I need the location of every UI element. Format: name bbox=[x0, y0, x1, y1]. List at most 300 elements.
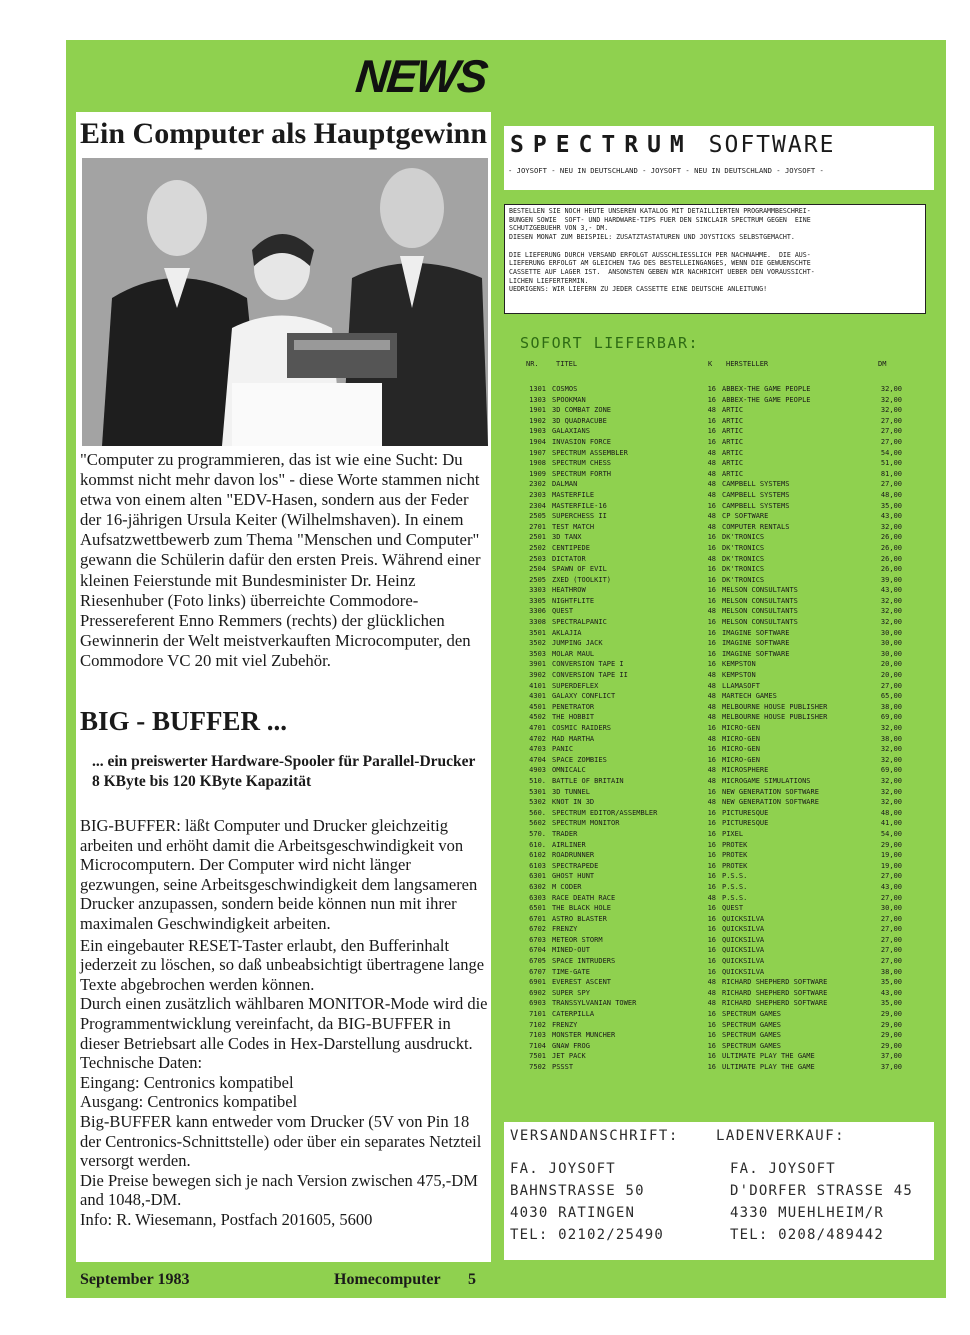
table-row bbox=[506, 765, 934, 776]
table-row bbox=[506, 861, 934, 872]
row-k: 16 bbox=[707, 586, 716, 595]
header-nr: NR. bbox=[526, 360, 539, 368]
row-title: AIRLINER bbox=[552, 840, 586, 849]
row-price: 32,00 bbox=[880, 724, 902, 732]
row-number: 6707 bbox=[529, 967, 546, 976]
row-k: 16 bbox=[707, 787, 716, 796]
row-number: 4704 bbox=[529, 755, 546, 764]
row-price: 29,00 bbox=[880, 840, 902, 849]
row-k: 48 bbox=[707, 776, 716, 785]
row-title: 3D QUADRACUBE bbox=[552, 416, 607, 425]
row-number: 1902 bbox=[529, 416, 546, 425]
row-number: 2501 bbox=[529, 533, 546, 542]
row-number: 4701 bbox=[529, 724, 546, 732]
table-row bbox=[506, 744, 934, 755]
table-row bbox=[506, 479, 934, 490]
row-price: 32,00 bbox=[880, 798, 902, 807]
row-k: 16 bbox=[707, 649, 716, 658]
row-price: 27,00 bbox=[880, 925, 902, 934]
row-number: 1908 bbox=[529, 459, 546, 468]
header-titel: TITEL bbox=[556, 360, 578, 368]
row-k: 48 bbox=[707, 607, 716, 616]
row-title: SPACE ZOMBIES bbox=[552, 755, 607, 764]
table-row bbox=[506, 945, 934, 956]
versand-line: 4030 RATINGEN bbox=[510, 1205, 636, 1221]
row-k: 16 bbox=[707, 1020, 716, 1029]
row-manufacturer: P.S.S. bbox=[722, 893, 748, 902]
row-manufacturer: QUICKSILVA bbox=[722, 946, 765, 955]
table-row bbox=[506, 511, 934, 522]
row-manufacturer: NEW GENERATION SOFTWARE bbox=[722, 787, 819, 796]
row-manufacturer: DK'TRONICS bbox=[722, 533, 765, 542]
row-price: 19,00 bbox=[880, 851, 902, 860]
row-number: 570. bbox=[529, 829, 546, 838]
row-title: ZXED (TOOLKIT) bbox=[552, 575, 612, 584]
row-k: 16 bbox=[707, 565, 716, 574]
row-title: ASTRO BLASTER bbox=[552, 914, 607, 923]
row-title: SPACE INTRUDERS bbox=[552, 957, 616, 966]
row-title: NIGHTFLITE bbox=[552, 596, 595, 605]
table-row bbox=[506, 638, 934, 649]
row-k: 16 bbox=[707, 840, 716, 849]
row-price: 32,00 bbox=[880, 607, 902, 616]
row-number: 560. bbox=[529, 808, 546, 817]
row-manufacturer: CAMPBELL SYSTEMS bbox=[722, 490, 790, 499]
row-k: 16 bbox=[707, 745, 716, 754]
row-title: GALAXIANS bbox=[552, 427, 590, 436]
row-k: 16 bbox=[707, 1052, 716, 1061]
row-title: METEOR STORM bbox=[552, 935, 603, 944]
row-k: 16 bbox=[707, 1010, 716, 1019]
row-manufacturer: ULTIMATE PLAY THE GAME bbox=[722, 1063, 815, 1071]
row-number: 6702 bbox=[529, 925, 546, 934]
row-manufacturer: MARTECH GAMES bbox=[722, 692, 777, 701]
row-number: 3901 bbox=[529, 660, 546, 669]
row-k: 48 bbox=[707, 490, 716, 499]
row-price: 27,00 bbox=[880, 872, 902, 881]
row-manufacturer: ARTIC bbox=[722, 427, 744, 436]
row-title: CENTIPEDE bbox=[552, 543, 590, 552]
row-number: 7103 bbox=[529, 1031, 546, 1040]
row-title: SUPERCHESS II bbox=[552, 512, 607, 521]
row-number: 4903 bbox=[529, 766, 546, 775]
article2-body bbox=[80, 816, 490, 1229]
row-title: 3D TUNNEL bbox=[552, 787, 590, 796]
row-manufacturer: ARTIC bbox=[722, 448, 744, 457]
row-k: 48 bbox=[707, 554, 716, 563]
row-price: 26,00 bbox=[880, 533, 902, 542]
row-manufacturer: QUICKSILVA bbox=[722, 914, 765, 923]
row-k: 48 bbox=[707, 988, 716, 997]
table-row bbox=[506, 829, 934, 840]
table-row bbox=[506, 501, 934, 512]
row-k: 16 bbox=[707, 819, 716, 828]
row-number: 1907 bbox=[529, 448, 546, 457]
row-price: 51,00 bbox=[880, 459, 902, 468]
row-price: 43,00 bbox=[880, 882, 902, 891]
row-price: 37,00 bbox=[880, 1052, 902, 1061]
row-manufacturer: DK'TRONICS bbox=[722, 565, 765, 574]
row-manufacturer: CP SOFTWARE bbox=[722, 512, 769, 521]
row-number: 6902 bbox=[529, 988, 546, 997]
software-table bbox=[506, 384, 934, 1073]
row-manufacturer: KEMPSTON bbox=[722, 671, 756, 680]
row-price: 39,00 bbox=[880, 575, 902, 584]
row-price: 32,00 bbox=[880, 745, 902, 754]
row-number: 6103 bbox=[529, 861, 546, 870]
table-row bbox=[506, 840, 934, 851]
table-row bbox=[506, 734, 934, 745]
table-row bbox=[506, 903, 934, 914]
row-price: 27,00 bbox=[880, 437, 902, 446]
row-title: FRENZY bbox=[552, 925, 578, 934]
row-number: 2502 bbox=[529, 543, 546, 552]
row-title: PANIC bbox=[552, 745, 574, 754]
row-number: 4702 bbox=[529, 734, 546, 743]
row-title: SUPERDEFLEX bbox=[552, 681, 599, 690]
ad-tagline: - JOYSOFT - NEU IN DEUTSCHLAND - JOYSOFT - NEU IN DEUTSCHLAND - JOYSOFT - bbox=[508, 166, 824, 175]
article2-paragraph: Big-BUFFER kann entweder vom Drucker (5V von Pin 18 der Centronics-Schnittstelle) oder über ein separates Netzteil versorgt werden. bbox=[80, 1111, 482, 1171]
table-row bbox=[506, 1041, 934, 1052]
row-k: 48 bbox=[707, 469, 716, 478]
row-title: EVEREST ASCENT bbox=[552, 978, 612, 987]
row-manufacturer: SPECTRUM GAMES bbox=[722, 1020, 782, 1029]
table-row bbox=[506, 924, 934, 935]
row-k: 16 bbox=[707, 1063, 716, 1071]
row-k: 16 bbox=[707, 829, 716, 838]
row-number: 5302 bbox=[529, 798, 546, 807]
row-price: 69,00 bbox=[880, 713, 902, 722]
table-row bbox=[506, 1020, 934, 1031]
header-dm: DM bbox=[878, 360, 887, 368]
row-number: 7101 bbox=[529, 1010, 546, 1019]
table-row bbox=[506, 914, 934, 925]
row-title: THE BLACK HOLE bbox=[552, 904, 612, 913]
row-price: 65,00 bbox=[880, 692, 902, 701]
row-manufacturer: QUICKSILVA bbox=[722, 935, 765, 944]
row-k: 16 bbox=[707, 872, 716, 881]
row-k: 16 bbox=[707, 925, 716, 934]
row-price: 30,00 bbox=[880, 639, 902, 648]
row-title: GALAXY CONFLICT bbox=[552, 692, 616, 701]
row-title: TIME-GATE bbox=[552, 967, 590, 976]
table-row bbox=[506, 967, 934, 978]
row-number: 3308 bbox=[529, 618, 546, 627]
row-number: 2303 bbox=[529, 490, 546, 499]
table-row bbox=[506, 532, 934, 543]
row-number: 6701 bbox=[529, 914, 546, 923]
row-price: 27,00 bbox=[880, 914, 902, 923]
row-k: 16 bbox=[707, 543, 716, 552]
table-row bbox=[506, 723, 934, 734]
row-manufacturer: QUICKSILVA bbox=[722, 957, 765, 966]
subtitle-line1: ... ein preiswerter Hardware-Spooler für Parallel-Drucker bbox=[92, 753, 476, 770]
table-row bbox=[506, 977, 934, 988]
table-row bbox=[506, 988, 934, 999]
row-manufacturer: SPECTRUM GAMES bbox=[722, 1031, 782, 1040]
subtitle-line2: 8 KByte bis 120 KByte Kapazität bbox=[92, 773, 312, 790]
row-number: 7501 bbox=[529, 1052, 546, 1061]
row-number: 4501 bbox=[529, 702, 546, 711]
row-number: 2503 bbox=[529, 554, 546, 563]
row-number: 4703 bbox=[529, 745, 546, 754]
row-price: 32,00 bbox=[880, 618, 902, 627]
row-price: 32,00 bbox=[880, 776, 902, 785]
row-number: 2505 bbox=[529, 575, 546, 584]
table-row bbox=[506, 606, 934, 617]
article2-paragraph: Durch einen zusätzlich wählbaren MONITOR-Mode wird die Programmentwicklung vereinfacht, da BIG-BUFFER in dieser Betriebsart alle Codes in Hex-Darstellung ausdruckt. bbox=[80, 994, 488, 1053]
row-manufacturer: MICRO-GEN bbox=[722, 755, 760, 764]
row-title: SPAWN OF EVIL bbox=[552, 565, 607, 574]
table-row bbox=[506, 649, 934, 660]
row-title: CONVERSION TAPE I bbox=[552, 660, 624, 669]
table-row bbox=[506, 554, 934, 565]
table-row bbox=[506, 712, 934, 723]
row-k: 16 bbox=[707, 575, 716, 584]
row-manufacturer: QUICKSILVA bbox=[722, 925, 765, 934]
article2-paragraph: Ausgang: Centronics kompatibel bbox=[80, 1092, 298, 1112]
row-k: 48 bbox=[707, 512, 716, 521]
footer-date: September 1983 bbox=[80, 1271, 190, 1288]
row-manufacturer: RICHARD SHEPHERD SOFTWARE bbox=[722, 978, 828, 987]
row-price: 27,00 bbox=[880, 893, 902, 902]
row-number: 6703 bbox=[529, 935, 546, 944]
row-k: 16 bbox=[707, 596, 716, 605]
row-price: 38,00 bbox=[880, 734, 902, 743]
row-k: 48 bbox=[707, 692, 716, 701]
row-title: PENETRATOR bbox=[552, 702, 595, 711]
row-price: 32,00 bbox=[880, 406, 902, 415]
table-row bbox=[506, 458, 934, 469]
row-title: KNOT IN 3D bbox=[552, 798, 595, 807]
row-title: HEATHROW bbox=[552, 586, 586, 595]
table-row bbox=[506, 490, 934, 501]
row-k: 16 bbox=[707, 967, 716, 976]
row-price: 35,00 bbox=[880, 501, 902, 510]
row-manufacturer: NEW GENERATION SOFTWARE bbox=[722, 798, 819, 807]
row-title: MASTERFILE-16 bbox=[552, 501, 607, 510]
row-price: 29,00 bbox=[880, 1041, 902, 1050]
row-title: SPECTRUM EDITOR/ASSEMBLER bbox=[552, 808, 658, 817]
row-manufacturer: ARTIC bbox=[722, 459, 744, 468]
row-k: 16 bbox=[707, 385, 716, 393]
row-price: 32,00 bbox=[880, 596, 902, 605]
table-row bbox=[506, 384, 934, 395]
row-price: 30,00 bbox=[880, 904, 902, 913]
row-k: 16 bbox=[707, 628, 716, 637]
article2-paragraph: Die Preise bewegen sich je nach Version zwischen 475,-DM and 1048,-DM. bbox=[80, 1170, 478, 1210]
table-row bbox=[506, 659, 934, 670]
row-manufacturer: SPECTRUM GAMES bbox=[722, 1010, 782, 1019]
laden-line: D'DORFER STRASSE 45 bbox=[730, 1183, 913, 1199]
row-title: QUEST bbox=[552, 607, 574, 616]
row-price: 38,00 bbox=[880, 702, 902, 711]
table-row bbox=[506, 426, 934, 437]
row-number: 3303 bbox=[529, 586, 546, 595]
row-title: TRADER bbox=[552, 829, 578, 838]
row-title: SPECTRAPEDE bbox=[552, 861, 599, 870]
row-price: 48,00 bbox=[880, 808, 902, 817]
row-number: 510. bbox=[529, 776, 546, 785]
row-k: 16 bbox=[707, 533, 716, 542]
row-number: 610. bbox=[529, 840, 546, 849]
row-price: 30,00 bbox=[880, 649, 902, 658]
row-price: 48,00 bbox=[880, 490, 902, 499]
row-price: 41,00 bbox=[880, 819, 902, 828]
row-price: 35,00 bbox=[880, 999, 902, 1008]
row-manufacturer: MELBOURNE HOUSE PUBLISHER bbox=[722, 702, 828, 711]
row-price: 29,00 bbox=[880, 1031, 902, 1040]
table-row bbox=[506, 956, 934, 967]
row-title: 3D COMBAT ZONE bbox=[552, 406, 612, 415]
row-k: 48 bbox=[707, 999, 716, 1008]
table-row bbox=[506, 1030, 934, 1041]
table-row bbox=[506, 469, 934, 480]
row-title: SPECTRALPANIC bbox=[552, 618, 607, 627]
row-manufacturer: PROTEK bbox=[722, 840, 748, 849]
row-k: 16 bbox=[707, 851, 716, 860]
article2-subtitle bbox=[92, 752, 490, 792]
row-manufacturer: PICTURESQUE bbox=[722, 819, 769, 828]
row-number: 1904 bbox=[529, 437, 546, 446]
row-number: 6903 bbox=[529, 999, 546, 1008]
table-row bbox=[506, 670, 934, 681]
row-k: 48 bbox=[707, 978, 716, 987]
row-manufacturer: MICRO-GEN bbox=[722, 734, 760, 743]
row-manufacturer: MELSON CONSULTANTS bbox=[722, 596, 798, 605]
table-row bbox=[506, 691, 934, 702]
row-manufacturer: ARTIC bbox=[722, 406, 744, 415]
row-manufacturer: QUICKSILVA bbox=[722, 967, 765, 976]
page-frame bbox=[66, 40, 946, 1298]
row-manufacturer: PROTEK bbox=[722, 851, 748, 860]
row-manufacturer: MICRO-GEN bbox=[722, 724, 760, 732]
row-price: 81,00 bbox=[880, 469, 902, 478]
row-title: ROADRUNNER bbox=[552, 851, 595, 860]
ad-header bbox=[504, 126, 934, 190]
row-number: 6102 bbox=[529, 851, 546, 860]
table-row bbox=[506, 628, 934, 639]
row-title: PSSST bbox=[552, 1063, 574, 1071]
row-manufacturer: LLAMASOFT bbox=[722, 681, 760, 690]
row-manufacturer: P.S.S. bbox=[722, 872, 748, 881]
row-title: RACE DEATH RACE bbox=[552, 893, 616, 902]
row-price: 32,00 bbox=[880, 787, 902, 796]
row-number: 2504 bbox=[529, 565, 546, 574]
row-number: 6901 bbox=[529, 978, 546, 987]
row-manufacturer: PICTURESQUE bbox=[722, 808, 769, 817]
row-title: CONVERSION TAPE II bbox=[552, 671, 628, 680]
row-number: 4502 bbox=[529, 713, 546, 722]
row-number: 1903 bbox=[529, 427, 546, 436]
row-manufacturer: COMPUTER RENTALS bbox=[722, 522, 790, 531]
photo-image bbox=[82, 158, 488, 446]
row-k: 16 bbox=[707, 618, 716, 627]
row-number: 7502 bbox=[529, 1063, 546, 1071]
row-number: 3305 bbox=[529, 596, 546, 605]
row-number: 6705 bbox=[529, 957, 546, 966]
table-row bbox=[506, 543, 934, 554]
row-manufacturer: RICHARD SHEPHERD SOFTWARE bbox=[722, 988, 828, 997]
row-number: 3306 bbox=[529, 607, 546, 616]
row-k: 48 bbox=[707, 459, 716, 468]
footer-page-number: 5 bbox=[468, 1271, 476, 1288]
row-price: 54,00 bbox=[880, 829, 902, 838]
left-column bbox=[76, 112, 491, 1262]
row-manufacturer: MICROGAME SIMULATIONS bbox=[722, 776, 811, 785]
table-row bbox=[506, 585, 934, 596]
header-hersteller: HERSTELLER bbox=[726, 360, 769, 368]
row-title: OMNICALC bbox=[552, 766, 586, 775]
article2-paragraph: Info: R. Wiesemann, Postfach 201605, 5600 bbox=[80, 1209, 373, 1229]
row-price: 32,00 bbox=[880, 522, 902, 531]
row-manufacturer: MICRO-GEN bbox=[722, 745, 760, 754]
row-manufacturer: DK'TRONICS bbox=[722, 554, 765, 563]
row-price: 43,00 bbox=[880, 512, 902, 521]
table-row bbox=[506, 617, 934, 628]
row-manufacturer: MELSON CONSULTANTS bbox=[722, 586, 798, 595]
row-manufacturer: MICROSPHERE bbox=[722, 766, 769, 775]
row-k: 48 bbox=[707, 798, 716, 807]
table-row bbox=[506, 522, 934, 533]
row-manufacturer: ABBEX-THE GAME PEOPLE bbox=[722, 385, 811, 393]
row-number: 6704 bbox=[529, 946, 546, 955]
row-price: 29,00 bbox=[880, 1010, 902, 1019]
row-manufacturer: SPECTRUM GAMES bbox=[722, 1041, 782, 1050]
ad-title-main: SPECTRUM bbox=[510, 132, 693, 158]
ad-title-sub: SOFTWARE bbox=[708, 132, 836, 158]
row-manufacturer: ARTIC bbox=[722, 416, 744, 425]
row-title: TRANSSYLVANIAN TOWER bbox=[552, 999, 637, 1008]
row-price: 43,00 bbox=[880, 586, 902, 595]
row-price: 29,00 bbox=[880, 1020, 902, 1029]
article2-paragraph: BIG-BUFFER: läßt Computer und Drucker gleichzeitig arbeiten und erhöht damit die Arbeitsgeschwindigkeit von Microcomputern. Der Computer wird nicht länger gezwungen, seine Arbeitsgeschwindigkeit dem langsameren Drucker anzupassen, sondern beide können nun mit ihrer maximalen Geschwindigkeit arbeiten. bbox=[80, 816, 478, 933]
table-row bbox=[506, 755, 934, 766]
sofort-lieferbar: SOFORT LIEFERBAR: bbox=[520, 334, 700, 352]
laden-line: TEL: 0208/489442 bbox=[730, 1227, 885, 1243]
row-title: COSMIC RAIDERS bbox=[552, 724, 612, 732]
row-price: 32,00 bbox=[880, 395, 902, 404]
row-k: 16 bbox=[707, 660, 716, 669]
row-price: 30,00 bbox=[880, 628, 902, 637]
row-number: 1303 bbox=[529, 395, 546, 404]
table-row bbox=[506, 808, 934, 819]
row-title: SPECTRUM FORTH bbox=[552, 469, 612, 478]
table-row bbox=[506, 564, 934, 575]
row-title: MONSTER MUNCHER bbox=[552, 1031, 616, 1040]
row-number: 4301 bbox=[529, 692, 546, 701]
row-title: 3D TANX bbox=[552, 533, 582, 542]
table-row bbox=[506, 797, 934, 808]
versand-line: BAHNSTRASSE 50 bbox=[510, 1183, 645, 1199]
row-manufacturer: DK'TRONICS bbox=[722, 543, 765, 552]
row-number: 1909 bbox=[529, 469, 546, 478]
article2-paragraph: Ein eingebauter RESET-Taster erlaubt, den Bufferinhalt jederzeit zu löschen, so daß unbeabsichtigt übertragene lange Texte abgebrochen werden können. bbox=[80, 935, 485, 994]
row-price: 27,00 bbox=[880, 480, 902, 489]
row-manufacturer: ULTIMATE PLAY THE GAME bbox=[722, 1052, 815, 1061]
section-label: NEWS bbox=[353, 50, 489, 102]
table-row bbox=[506, 1062, 934, 1073]
row-k: 16 bbox=[707, 957, 716, 966]
table-row bbox=[506, 893, 934, 904]
article2-paragraph: Technische Daten: bbox=[80, 1053, 203, 1073]
row-k: 48 bbox=[707, 522, 716, 531]
row-price: 27,00 bbox=[880, 946, 902, 955]
row-k: 48 bbox=[707, 671, 716, 680]
row-manufacturer: PIXEL bbox=[722, 829, 744, 838]
table-row bbox=[506, 850, 934, 861]
address-box bbox=[504, 1122, 934, 1260]
